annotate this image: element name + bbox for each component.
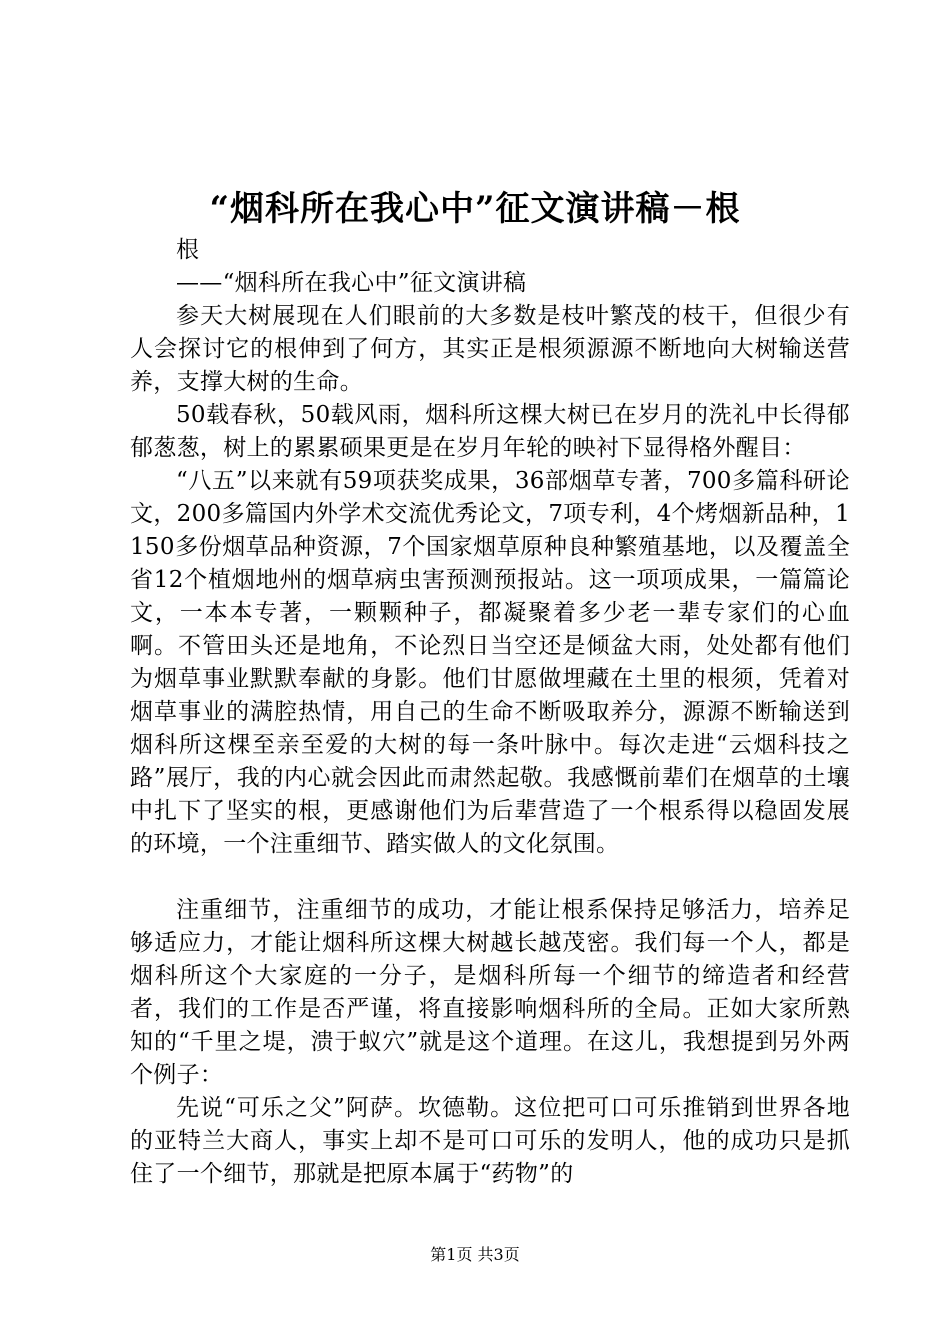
paragraph: 50载春秋，50载风雨，烟科所这棵大树已在岁月的洗礼中长得郁郁葱葱，树上的累累硕果更是在岁月年轮的映衬下显得格外醒目： <box>130 402 850 461</box>
paragraph: 参天大树展现在人们眼前的大多数是枝叶繁茂的枝干，但很少有人会探讨它的根伸到了何方，其实正是根须源源不断地向大树输送营养，支撑大树的生命。 <box>130 303 850 395</box>
paragraph: 先说“可乐之父”阿萨。坎德勒。这位把可口可乐推销到世界各地的亚特兰大商人，事实上却不是可口可乐的发明人，他的成功只是抓住了一个细节，那就是把原本属于“药物”的 <box>130 1095 850 1187</box>
paragraph: “八五”以来就有59项获奖成果，36部烟草专著，700多篇科研论文，200多篇国内外学术交流优秀论文，7项专利，4个烤烟新品种，1150多份烟草品种资源，7个国家烟草原种良种繁殖基地，以及覆盖全省12个植烟地州的烟草病虫害预测预报站。这一项项成果，一篇篇论文，一本本专著，一颗颗种子，都凝聚着多少老一辈专家们的心血啊。不管田头还是地角，不论烈日当空还是倾盆大雨，处处都有他们为烟草事业默默奉献的身影。他们甘愿做埋藏在土里的根须，凭着对烟草事业的满腔热情，用自己的生命不断吸取养分，源源不断输送到烟科所这棵至亲至爱的大树的每一条叶脉中。每次走进“云烟科技之路”展厅，我的内心就会因此而肃然起敬。我感慨前辈们在烟草的土壤中扎下了坚实的根，更感谢他们为后辈营造了一个根系得以稳固发展的环境，一个注重细节、踏实做人的文化氛围。 <box>130 468 850 857</box>
document-title: “烟科所在我心中”征文演讲稿－根 <box>209 189 741 229</box>
paragraph-heading: 根 <box>176 237 200 263</box>
document-body <box>130 234 850 1191</box>
page-footer: 第1页 共3页 <box>430 1245 520 1264</box>
paragraph: 注重细节，注重细节的成功，才能让根系保持足够活力，培养足够适应力，才能让烟科所这棵大树越长越茂密。我们每一个人，都是烟科所这个大家庭的一分子，是烟科所每一个细节的缔造者和经营者，我们的工作是否严谨，将直接影响烟科所的全局。正如大家所熟知的“千里之堤，溃于蚁穴”就是这个道理。在这儿，我想提到另外两个例子： <box>130 897 850 1088</box>
paragraph-subtitle: ——“烟科所在我心中”征文演讲稿 <box>176 270 527 296</box>
